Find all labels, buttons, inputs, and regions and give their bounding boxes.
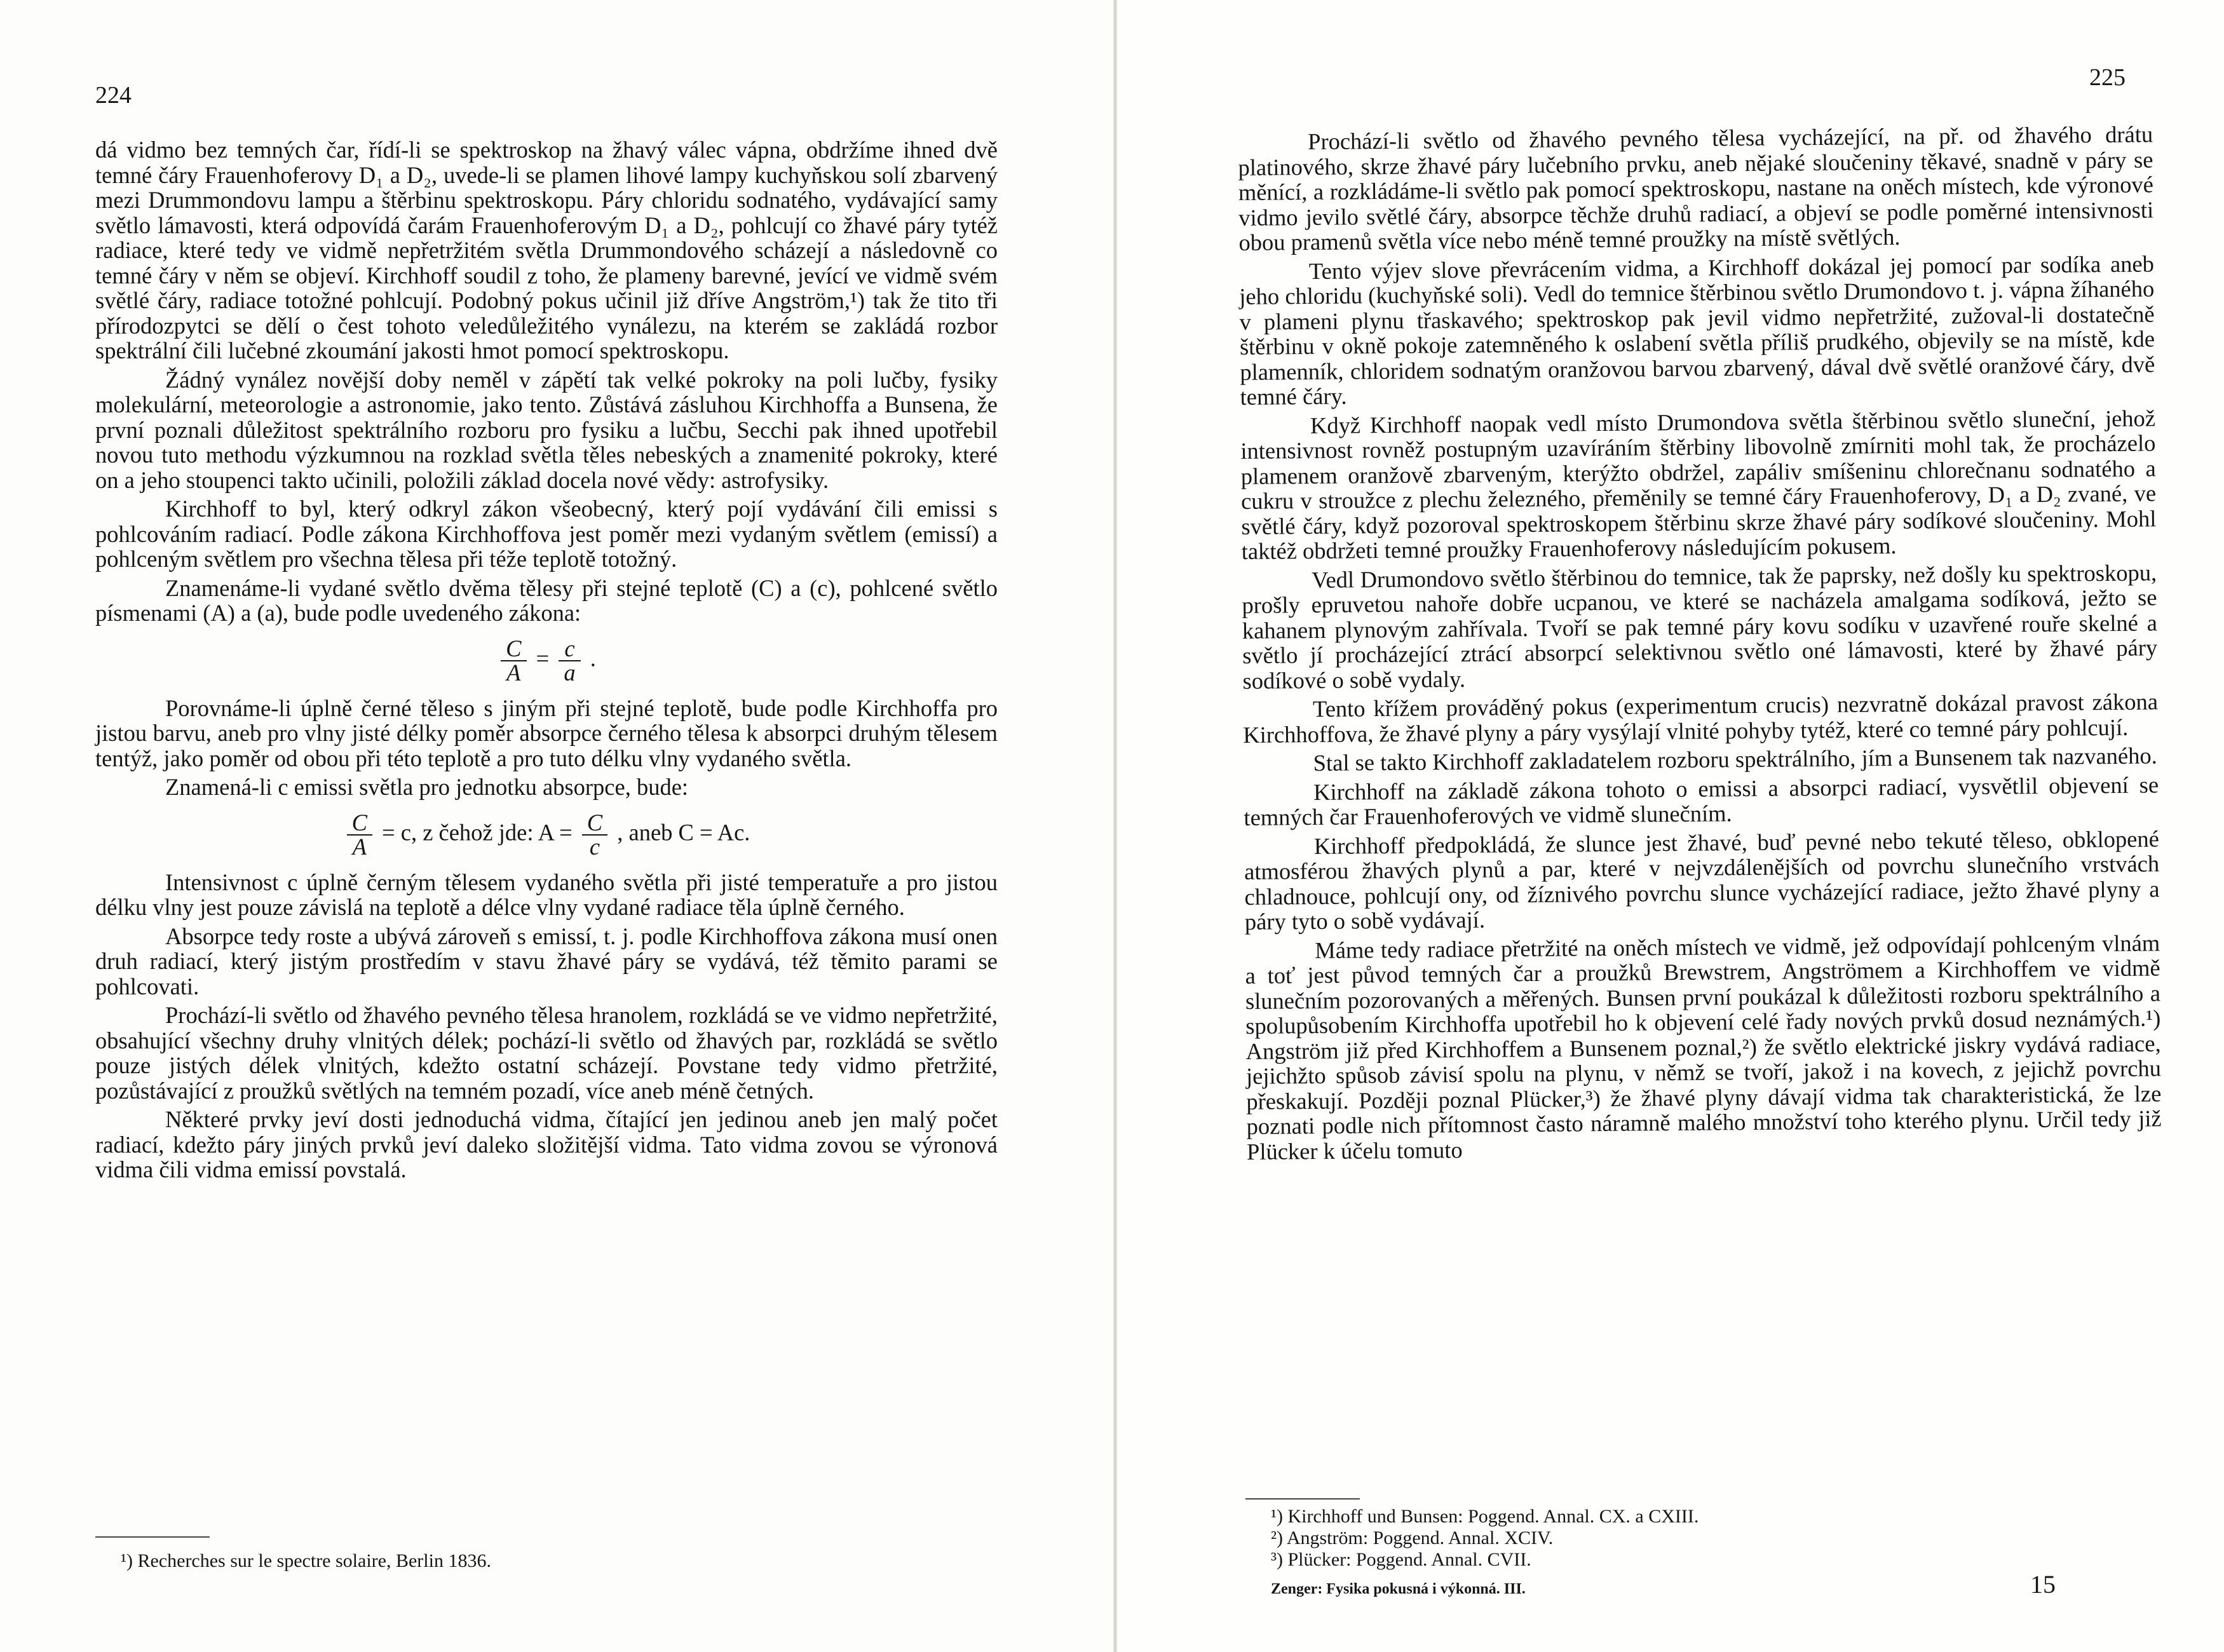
fraction — [582, 811, 607, 858]
footnote: ¹) Kirchhoff und Bunsen: Poggend. Annal. CX. a CXIII. — [1271, 1506, 1699, 1527]
paragraph: Některé prvky jeví dosti jednoduchá vidma, čítající jen jedinou aneb jen malý počet radiací, kdežto páry jiných prvků jeví daleko složitější vidma. Tato vidma zovou se výronová vidma čili vidma emissí povstalá. — [95, 1106, 998, 1182]
paragraph: Kirchhoff předpokládá, že slunce jest žhavé, buď pevné nebo tekuté těleso, obklopené atmosférou žhavých plynů a par, které v nejvzdálenějších od povrchu slunečního vrstvách chladnouce, pohlcují ony, od žíznivého povrchu slunce vycházející radiace, ježto žhavé plyny a páry tyto o sobě vydávají. — [1244, 825, 2160, 935]
paragraph: Tento křížem prováděný pokus (experimentum crucis) nezvratně dokázal pravost zákona Kirchhoffova, že žhavé plyny a páry vysýlají vlnité pohyby tytéž, které co temné páry pohlcují. — [1243, 688, 2159, 748]
formula-kirchhoff-ratio — [95, 637, 998, 684]
footnote-rule — [95, 1536, 210, 1538]
footnote: ¹) Recherches sur le spectre solaire, Berlin 1836. — [121, 1550, 491, 1571]
formula-text: , aneb C = Ac. — [617, 818, 750, 845]
right-body-text — [1238, 121, 2162, 1164]
paragraph: Prochází-li světlo od žhavého pevného tělesa vycházející, na př. od žhavého drátu platinového, skrze žhavé páry lučebního prvku, aneb nějaké sloučeniny těkavé, snadně v páry se měnící, a rozkládáme-li světlo pak pomocí spektroskopu, nastane na oněch místech, kde výronové vidmo jevilo světlé čáry, absorpce těchže druhů radiací, a objeví se podle poměrné intensivnosti obou pramenů světla více nebo méně temné proužky na místě světlých. — [1238, 121, 2154, 255]
paragraph: Znamená-li c emissi světla pro jednotku absorpce, bude: — [165, 774, 689, 800]
formula-symbol: a — [564, 659, 576, 686]
formula-symbol: c — [559, 637, 580, 661]
left-body-text — [95, 137, 998, 1182]
formula-symbol: C — [501, 637, 526, 661]
fraction — [347, 811, 372, 858]
paragraph: Prochází-li světlo od žhavého pevného tělesa hranolem, rozkládá se ve vidmo nepřetržité, obsahující všechny druhy vlnitých délek; pochází-li světlo od žhavých par, rozkládá se světlo pouze jistých délek vlnitých, kdežto ostatní scházejí. Povstane tedy vidmo přetržité, pozůstávající z proužků světlých na temném pozadí, více aneb méně četných. — [95, 1002, 998, 1104]
formula-symbol: c — [589, 833, 600, 860]
paragraph: Intensivnost c úplně černým tělesem vydaného světla při jisté temperatuře a pro jistou délku vlny jest pouze závislá na teplotě a délce vlny vydané radiace těla úplně černého. — [95, 869, 998, 920]
formula-operator: = — [536, 644, 550, 671]
paragraph: Absorpce tedy roste a ubývá zároveň s emissí, t. j. podle Kirchhoffova zákona musí onen druh radiací, který jistým prostředím v stavu žhavé páry se vydává, též těmito parami se pohlcovati. — [95, 923, 998, 999]
fraction — [501, 637, 526, 684]
paragraph: Vedl Drumondovo světlo štěrbinou do temnice, tak že paprsky, než došly ku spektroskopu, prošly epruvetou nahoře dobře ucpanou, ve které se nacházela amalgama sodíková, ježto se kahanem plynovým zahřívala. Tvoří se pak temné páry kovu sodíku v uzavřené rouře skelné a světlo jí procházející ztrácí absorpcí selektivnou světlo oné lámavosti, které by žhavé páry sodíkové o sobě vydaly. — [1242, 559, 2158, 694]
paragraph: Kirchhoff na základě zákona tohoto o emissi a absorpci radiací, vysvětlil objevení se temných čar Frauenhoferových ve vidmě slunečním. — [1244, 771, 2159, 830]
paragraph: Když Kirchhoff naopak vedl místo Drumondova světla štěrbinou světlo sluneční, jehož intensivnost rovněž postupným uzavíráním štěrbiny libovolně zmírniti mohl tak, že procházelo plamenem oranžově zbarveným, kterýžto obdržel, zapáliv smíšeninu chlorečnanu sodnatého a cukru v stroužce z plechu železného, přeměnily se temné čáry Frauenhoferovy, D₁ a D₂ zvané, ve světlé čáry, když pozoroval spektroskopem štěrbinu skrze žhavé páry sodíkové sloučeniny. Mohl taktéž obdržeti temné proužky Frauenhoferovy následujícím pokusem. — [1240, 404, 2157, 564]
footnote-rule — [1245, 1498, 1360, 1500]
page-number-right: 225 — [2089, 64, 2126, 91]
signature-number: 15 — [2030, 1570, 2056, 1599]
paragraph: Žádný vynález novější doby neměl v zápětí tak velké pokroky na poli lučby, fysiky molekulární, meteorologie a astronomie, jako tento. Zůstává zásluhou Kirchhoffa a Bunsena, že první poznali důležitost spektrálního rozboru pro fysiku a lučbu, Secchi pak ihned upotřebil novou tuto methodu výzkumnou na rozklad světla těles nebeských a znamenité pokroky, které on a jeho stoupenci takto učinili, položili základ docela nové vědy: astrofysiky. — [95, 366, 998, 493]
formula-operator: . — [590, 644, 596, 671]
paragraph: Tento výjev slove převrácením vidma, a Kirchhoff dokázal jej pomocí par sodíka aneb jeho chloridu (kuchyňské soli). Vedl do temnice štěrbinou světlo Drumondovo t. j. vápna žíhaného v plameni plynu třaskavého; spektroskop pak jevil vidmo nepřetržité, zužoval-li dostatečně štěrbinu v okně pokoje zatemněného k oslabení světla příliš prudkého, objevily se na místě, kde plamenník, chloridem sodnatým oranžovou barvou zbarvený, dával dvě světlé oranžové čáry, dvě temné čáry. — [1239, 250, 2155, 410]
page-number-left: 224 — [95, 82, 132, 109]
paragraph: dá vidmo bez temných čar, řídí-li se spektroskop na žhavý válec vápna, obdržíme ihned dvě temné čáry Frauenhoferovy D₁ a D₂, uvede-li se plamen lihové lampy kuchyňskou solí zbarvený mezi Drummondovu lampu a štěrbinu spektroskopu. Páry chloridu sodnatého, vydávající samy světlo lámavosti, která odpovídá čarám Frauenhoferovým D₁ a D₂, pohlcují co žhavé páry tytéž radiace, které tedy ve vidmě nepřetržitém světla Drummondového scházejí a následovně co temné čáry v něm se objeví. Kirchhoff soudil z toho, že plameny barevné, jevící ve vidmě svém světlé čáry, radiace totožné pohlcují. Podobný pokus učinil již dříve Angström,¹) tak že tito tři přírodozpytci se dělí o čest tohoto veledůležitého vynálezu, na kterém se zakládá rozbor spektrální čili lučebné zkoumání jakosti hmot pomocí spektroskopu. — [95, 137, 998, 363]
footnote: ³) Plücker: Poggend. Annal. CVII. — [1271, 1549, 1531, 1570]
paragraph: Stal se takto Kirchhoff zakladatelem rozboru spektrálního, jím a Bunsenem tak nazvaného. — [1313, 742, 2157, 776]
formula-emission — [95, 811, 998, 858]
fraction — [559, 637, 580, 684]
formula-symbol: A — [506, 659, 521, 686]
imprint-line: Zenger: Fysika pokusná i výkonná. III. — [1271, 1581, 1526, 1597]
formula-symbol: C — [347, 811, 372, 836]
paragraph: Máme tedy radiace přetržité na oněch místech ve vidmě, jež odpovídají pohlceným vlnám a toť jest původ temných čar a proužků Brewstrem, Angströmem a Kirchhoffem ve vidmě slunečním pozorovaných a měřených. Bunsen první poukázal k důležitosti rozboru spektrálního a spolupůsobením Kirchhoffa upotřebil ho k objevení celé řady nových prvků dosud neznámých.¹) Angström již před Kirchhoffem a Bunsenem poznal,²) že světlo elektrické jiskry vydává radiace, jejichžto spůsob závisí spolu na plynu, v němž se tvoří, jakož i na kovech, z jejichž povrchu přeskakují. Později poznal Plücker,³) že žhavé plyny dávají vidma tak charakteristická, že lze poznati podle nich přítomnost často náramně malého množství toho kterého plynu. Určil tedy již Plücker k účelu tomuto — [1245, 929, 2162, 1165]
paragraph: Kirchhoff to byl, který odkryl zákon všeobecný, který pojí vydávání čili emissi s pohlcováním radiací. Podle zákona Kirchhoffova jest poměr mezi vydaným světlem (emissí) a pohlceným světlem pro všechna tělesa při téže teplotě totožný. — [95, 496, 998, 572]
formula-text: = c, z čehož jde: A = — [382, 818, 573, 845]
paragraph: Porovnáme-li úplně černé těleso s jiným při stejné teplotě, bude podle Kirchhoffa pro jistou barvu, aneb pro vlny jisté délky poměr absorpce černého tělesa k absorpci druhým tělesem tentýž, jako poměr od obou při této teplotě a pro tuto délku vlny vydaného světla. — [95, 694, 998, 771]
formula-symbol: A — [352, 833, 367, 860]
paragraph: Znamenáme-li vydané světlo dvěma tělesy při stejné teplotě (C) a (c), pohlcené světlo písmenami (A) a (a), bude podle uvedeného zákona: — [95, 574, 998, 626]
footnote: ²) Angström: Poggend. Annal. XCIV. — [1271, 1527, 1554, 1548]
formula-symbol: C — [582, 811, 607, 836]
